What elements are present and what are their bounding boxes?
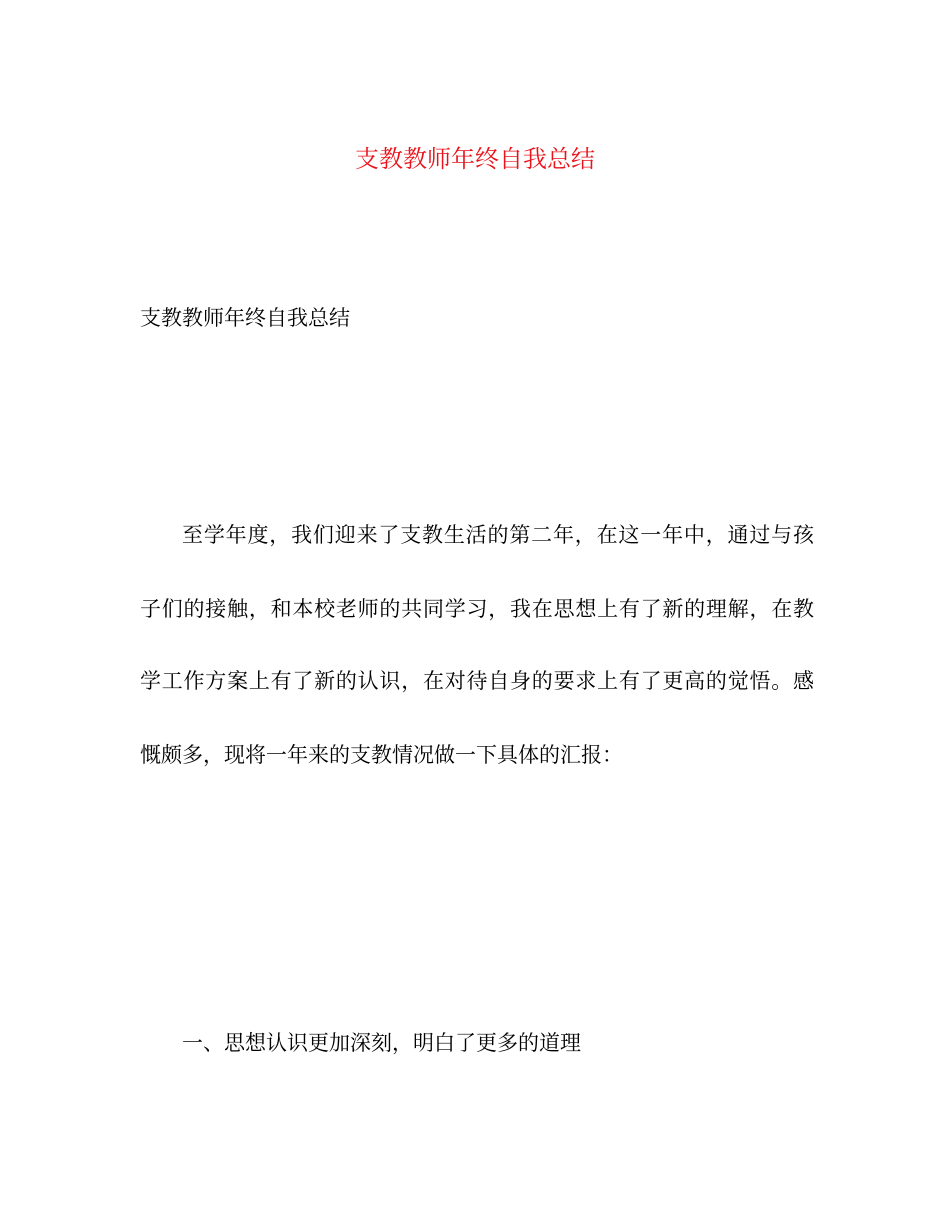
paragraph-line: 子们的接触，和本校老师的共同学习，我在思想上有了新的理解，在教 — [140, 597, 814, 621]
paragraph-line: 慨颇多，现将一年来的支教情况做一下具体的汇报： — [140, 743, 623, 767]
section-heading: 一、思想认识更加深刻，明白了更多的道理 — [182, 1031, 581, 1055]
paragraph-line: 学工作方案上有了新的认识，在对待自身的要求上有了更高的觉悟。感 — [140, 669, 814, 693]
document-title: 支教教师年终自我总结 — [355, 145, 595, 173]
document-subtitle: 支教教师年终自我总结 — [140, 306, 350, 330]
paragraph-line: 至学年度，我们迎来了支教生活的第二年，在这一年中，通过与孩 — [182, 523, 814, 547]
